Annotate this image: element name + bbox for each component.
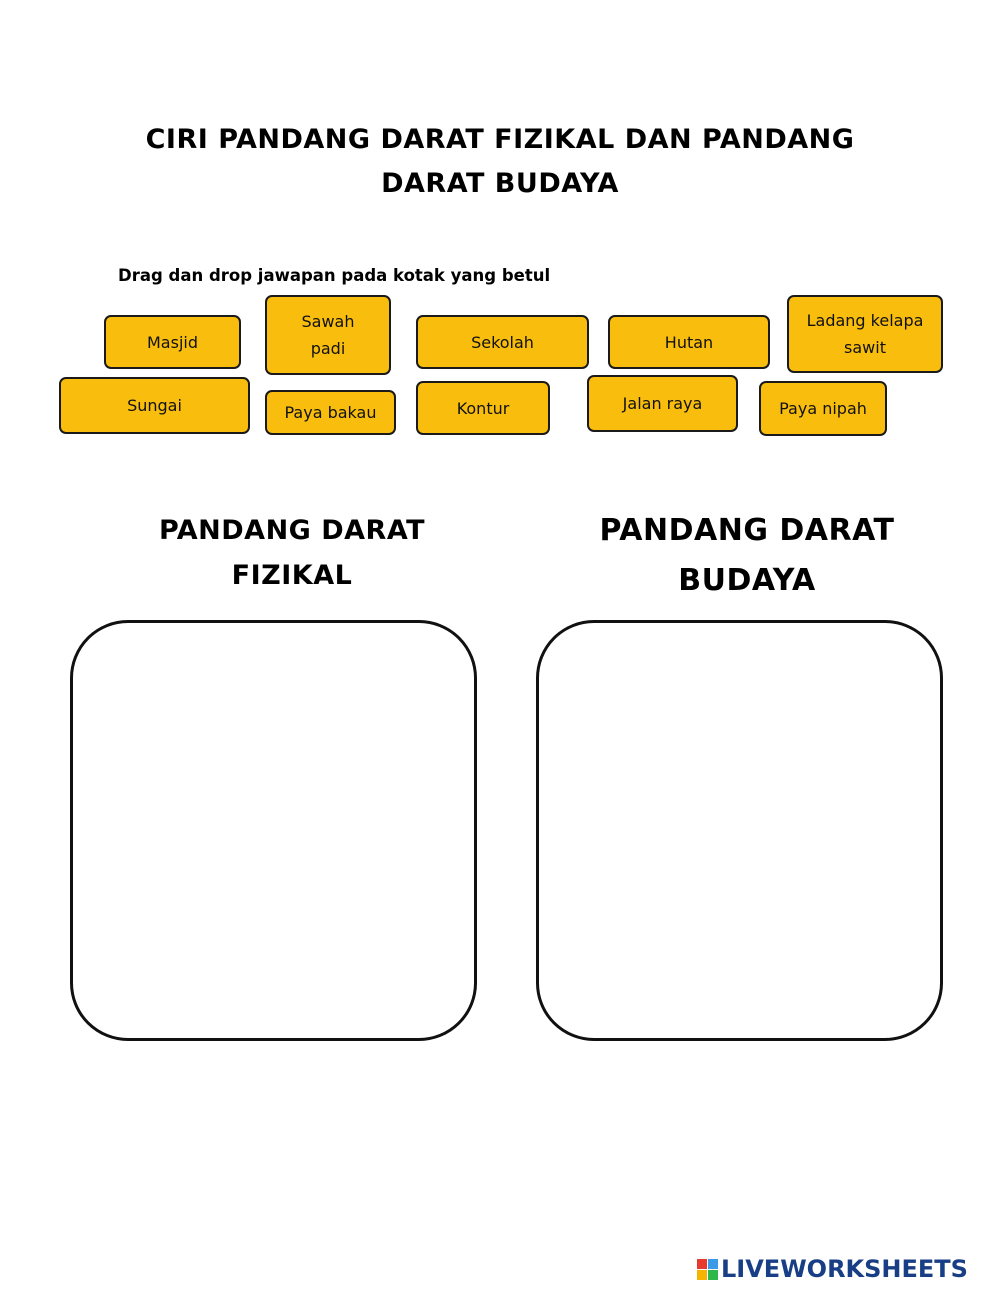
chip-jalan-raya[interactable]: [587, 375, 738, 432]
liveworksheets-logo-text: LIVEWORKSHEETS: [721, 1255, 968, 1283]
chip-ladang-label-2: sawit: [844, 338, 886, 357]
chip-paya-bakau-label: Paya bakau: [284, 403, 377, 422]
chip-ladang-kelapa-sawit[interactable]: [787, 295, 943, 373]
chip-hutan-label: Hutan: [664, 332, 714, 352]
chip-sekolah[interactable]: [416, 315, 589, 369]
drop-zone-budaya[interactable]: [536, 620, 943, 1041]
liveworksheets-logo-icon: [697, 1259, 718, 1280]
heading-budaya-line-1: PANDANG DARAT: [599, 513, 895, 548]
heading-fizikal-line-1: PANDANG DARAT: [158, 515, 426, 546]
chip-hutan[interactable]: [608, 315, 770, 369]
chip-ladang-label-1: Ladang kelapa: [806, 311, 924, 330]
chip-paya-nipah-label: Paya nipah: [779, 399, 867, 418]
heading-fizikal-line-2: FIZIKAL: [231, 560, 353, 591]
worksheet-title-line-1: CIRI PANDANG DARAT FIZIKAL DAN PANDANG: [145, 124, 855, 155]
chip-paya-nipah[interactable]: [759, 381, 887, 436]
chip-sungai[interactable]: [59, 377, 250, 434]
liveworksheets-logo: [697, 1254, 968, 1284]
heading-pandang-darat-budaya: [547, 506, 947, 606]
heading-pandang-darat-fizikal: [92, 508, 492, 598]
chip-masjid[interactable]: [104, 315, 241, 369]
chip-masjid-label: Masjid: [147, 332, 198, 352]
worksheet-title: [100, 118, 900, 206]
chip-jalan-raya-label: Jalan raya: [622, 394, 703, 413]
chip-sawah-padi-label-1: Sawah: [301, 312, 355, 331]
chip-sawah-padi[interactable]: [265, 295, 391, 375]
instruction-text: Drag dan drop jawapan pada kotak yang betul: [118, 266, 551, 285]
chip-kontur-label: Kontur: [456, 398, 510, 418]
chip-kontur[interactable]: [416, 381, 550, 435]
heading-budaya-line-2: BUDAYA: [678, 563, 816, 598]
worksheet-title-line-2: DARAT BUDAYA: [381, 168, 619, 199]
drop-zone-fizikal[interactable]: [70, 620, 477, 1041]
chip-sekolah-label: Sekolah: [471, 332, 534, 352]
chip-sawah-padi-label-2: padi: [310, 339, 346, 358]
chip-sungai-label: Sungai: [127, 396, 182, 415]
chip-paya-bakau[interactable]: [265, 390, 396, 435]
